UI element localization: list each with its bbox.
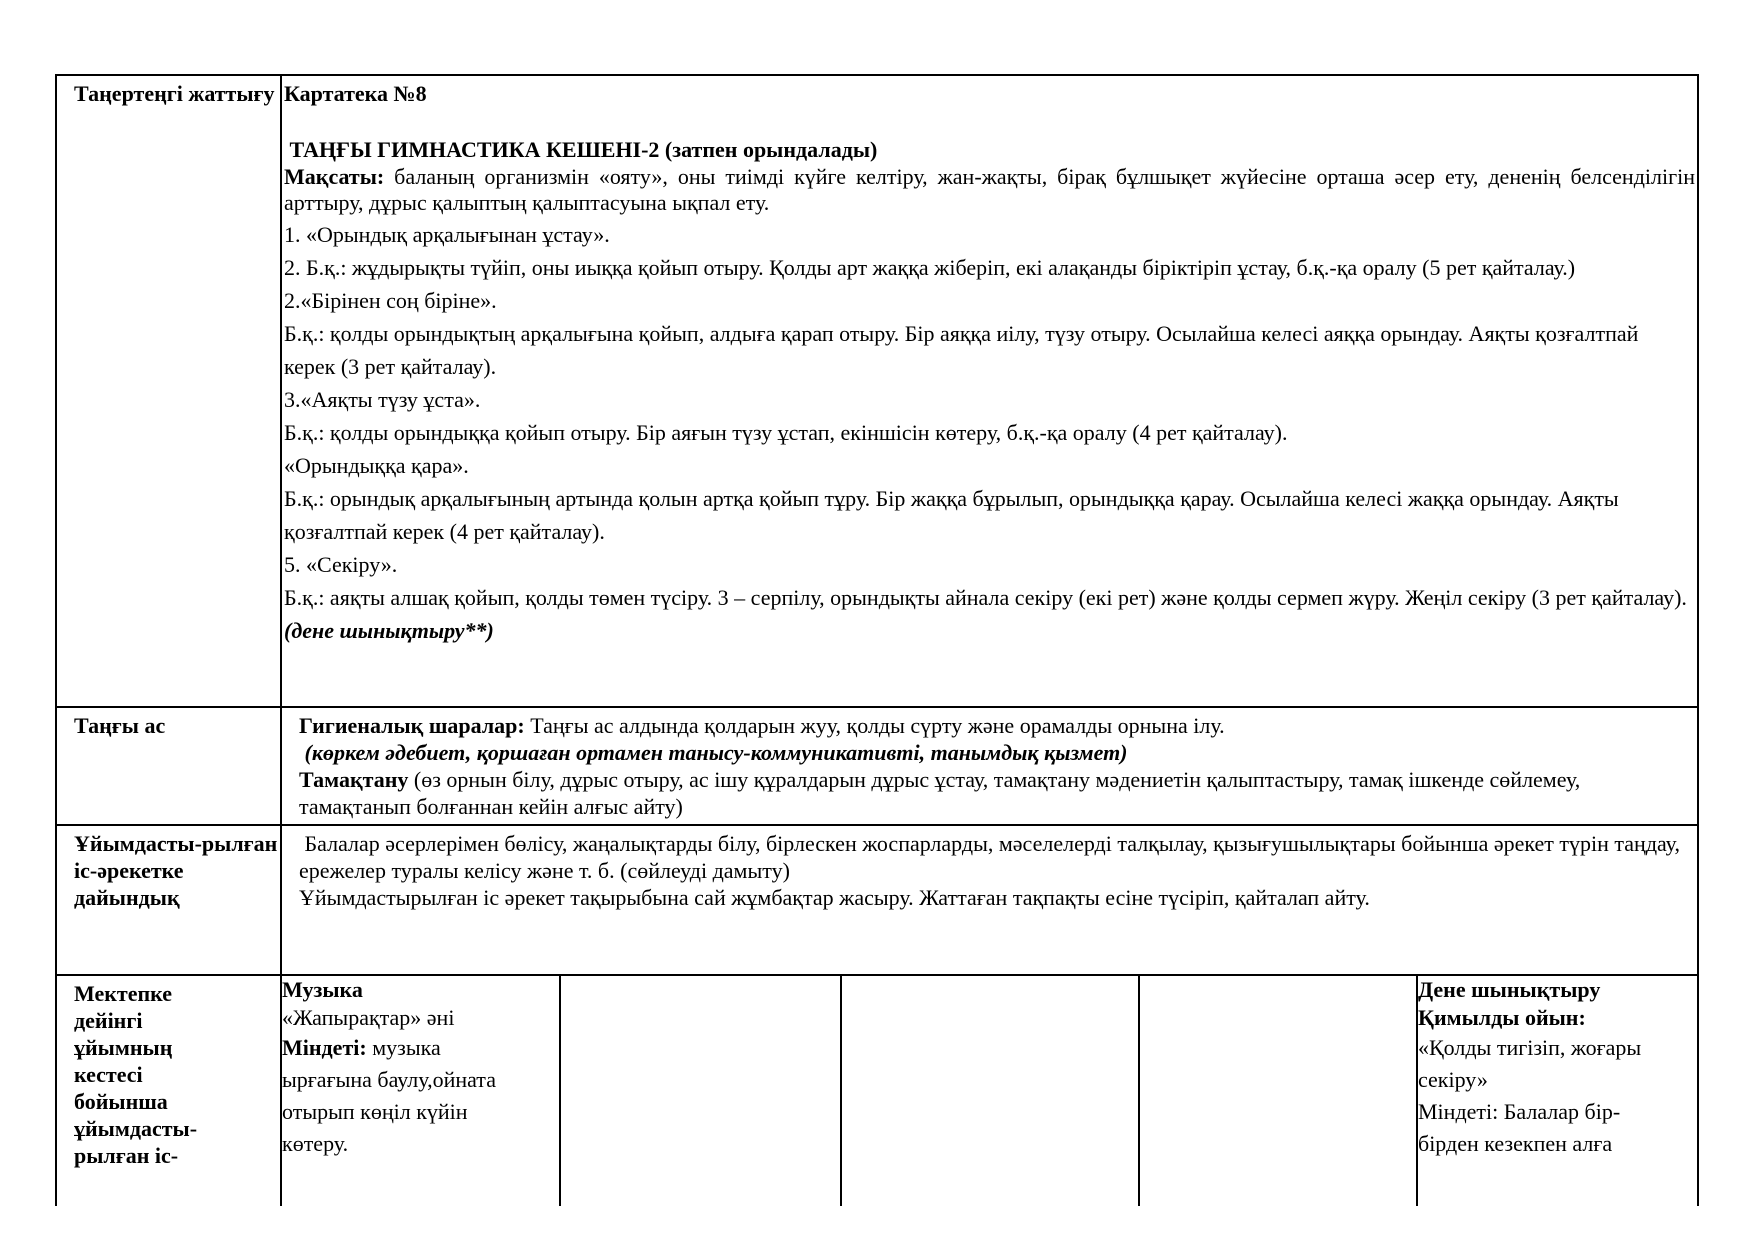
day-cell-3 (841, 976, 1139, 1206)
pe-game-label: Қимылды ойын: (1418, 1005, 1586, 1030)
exercise-line: 2. Б.қ.: жұдырықты түйіп, оны иыққа қойып отыру. Қолды арт жаққа жіберіп, екі алақанды біріктіріп ұстау, б.қ.-қа оралу (5 рет қайталау.) (284, 255, 1576, 280)
pe-line: бірден кезекпен алға (1418, 1131, 1613, 1156)
areas-note: (көркем әдебиет, қоршаған ортамен танысу-коммуникативті, танымдық қызмет) (299, 740, 1128, 765)
goal-text: баланың организмін «ояту», оны тиімді күйге келтіру, жан-жақты, бірақ бұлшықет жүйесіне орташа әсер ету, дененің белсенділігін арттыру, дұрыс қалыптың қалыптасуына ықпал ету. (284, 164, 1695, 215)
prep-text-2: Ұйымдастырылған іс әрекет тақырыбына сай жұмбақтар жасыру. Жаттаған тақпақты есіне түсіріп, қайталап айту. (299, 885, 1370, 910)
music-song: «Жапырақтар» әні (282, 1005, 455, 1030)
daily-plan-table (55, 74, 1699, 1206)
pe-title: Дене шынықтыру (1418, 977, 1601, 1002)
music-task-label: Міндеті: (282, 1035, 367, 1060)
eating-text: (өз орнын білу, дұрыс отыру, ас ішу құралдарын дұрыс ұстау, тамақтану мәдениетін қалыптастыру, тамақ ішкенде сөйлемеу, тамақтанып болғаннан кейін алғыс айту) (299, 767, 1581, 819)
row-schedule (56, 975, 1698, 1206)
plan-sheet (55, 74, 1699, 1194)
row-label-breakfast: Таңғы ас (56, 707, 281, 825)
day-cell-1 (282, 976, 560, 1206)
day-cell-5 (1417, 976, 1697, 1206)
eating-label: Тамақтану (299, 767, 409, 792)
schedule-label-line: кестесі (74, 1062, 143, 1087)
exercise-line-text: Б.қ.: аяқты алшақ қойып, қолды төмен түсіру. 3 – серпілу, орындықты айнала секіру (екі рет) және қолды сермеп жүру. Жеңіл секіру (3 рет қайталау). (284, 585, 1698, 610)
prep-text-1: Балалар әсерлерімен бөлісу, жаңалықтарды білу, бірлескен жоспарларды, мәселелерді талқылау, қызығушылықтары бойынша әрекет түрін таңдау, ережелер туралы келісу және т. б. (сөйлеуді дамыту) (299, 831, 1686, 883)
gymnastics-title: ТАҢҒЫ ГИМНАСТИКА КЕШЕНІ-2 (затпен орындалады) (284, 137, 878, 162)
music-title: Музыка (282, 977, 363, 1002)
row-label-preparation: Ұйымдасты-рылған іс-әрекетке дайындық (56, 825, 281, 975)
eating-paragraph (299, 766, 1695, 820)
subject-note: (дене шынықтыру**) (284, 618, 494, 643)
schedule-label-line: дейінгі (74, 1008, 143, 1033)
goal-label: Мақсаты: (284, 164, 385, 189)
exercise-line: Б.қ.: орындық арқалығының артында қолын артқа қойып тұру. Бір жаққа бұрылып, орындыққа қарау. Осылайша келесі жаққа орындау. Аяқты қозғалтпай керек (4 рет қайталау). (284, 486, 1619, 544)
schedule-label-line: ұйымның (74, 1035, 173, 1060)
exercise-line-last (284, 581, 1698, 647)
schedule-label-line: рылған іс- (74, 1143, 179, 1168)
music-task-text: көтеру. (282, 1131, 349, 1156)
schedule-label-line: ұйымдасты- (74, 1116, 198, 1141)
schedule-label-line: бойынша (74, 1089, 168, 1114)
row-preparation (56, 825, 1698, 975)
row-breakfast (56, 707, 1698, 825)
day-cell-4 (1139, 976, 1417, 1206)
hygiene-paragraph (299, 712, 1695, 739)
breakfast-content (281, 707, 1698, 825)
row-label-schedule (56, 975, 281, 1206)
schedule-label-line: Мектепке (74, 981, 173, 1006)
morning-content (281, 75, 1698, 707)
schedule-content (281, 975, 1698, 1206)
row-morning-exercise (56, 75, 1698, 707)
music-task-text: отырып көңіл күйін (282, 1099, 468, 1124)
exercise-line: 3.«Аяқты түзу ұста». (284, 387, 481, 412)
card-number: Картатека №8 (284, 81, 427, 106)
exercise-line: 2.«Бірінен соң біріне». (284, 288, 497, 313)
pe-line: «Қолды тигізіп, жоғары (1418, 1035, 1642, 1060)
goal-paragraph (284, 164, 1695, 216)
exercise-line: «Орындыққа қара». (284, 453, 469, 478)
preparation-content (281, 825, 1698, 975)
exercise-line: 1. «Орындық арқалығынан ұстау». (284, 222, 610, 247)
exercise-line: 5. «Секіру». (284, 552, 398, 577)
schedule-days-table (282, 976, 1697, 1206)
day-cell-2 (560, 976, 841, 1206)
music-task (282, 1032, 559, 1064)
pe-line: Міндеті: Балалар бір- (1418, 1099, 1621, 1124)
exercise-line: Б.қ.: қолды орындықтың арқалығына қойып, алдыға қарап отыру. Бір аяққа иілу, түзу отыру. Осылайша келесі аяққа орындау. Аяқты қозғалтпай керек (3 рет қайталау). (284, 321, 1639, 379)
music-task-text: музыка (366, 1035, 441, 1060)
hygiene-text: Таңғы ас алдында қолдарын жуу, қолды сүрту және орамалды орнына ілу. (524, 713, 1225, 738)
row-label-morning: Таңертеңгі жаттығу (56, 75, 281, 707)
hygiene-label: Гигиеналық шаралар: (299, 713, 525, 738)
pe-line: секіру» (1418, 1067, 1488, 1092)
music-task-text: ырғағына баулу,ойната (282, 1067, 496, 1092)
exercise-line: Б.қ.: қолды орындыққа қойып отыру. Бір аяғын түзу ұстап, екіншісін көтеру, б.қ.-қа оралу (4 рет қайталау). (284, 420, 1288, 445)
